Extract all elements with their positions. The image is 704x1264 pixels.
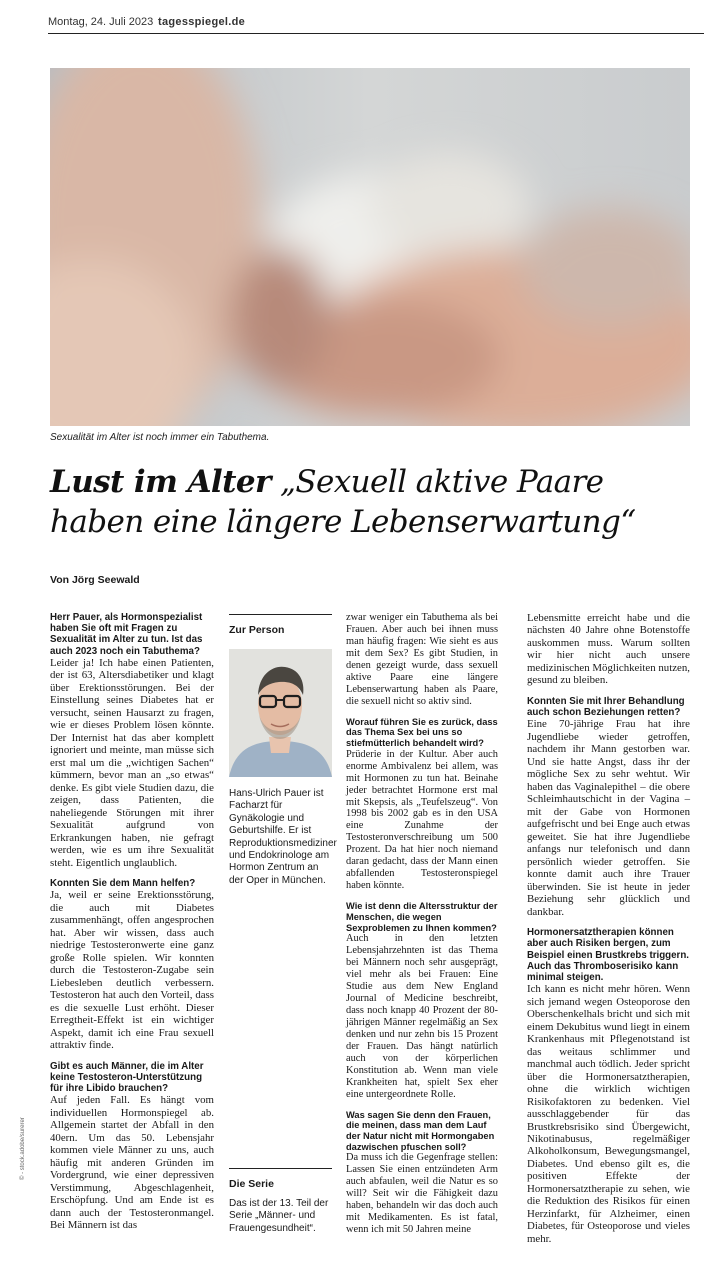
series-box-title: Die Serie — [229, 1178, 274, 1190]
question: Wie ist denn die Altersstruktur der Menschen, die wegen Sexproblemen zu Ihnen kommen? — [346, 901, 498, 933]
person-box-title: Zur Person — [229, 624, 285, 636]
answer: Auch in den letzten Lebensjahrzehnten ist das Thema bei Männern noch sehr ausgeprägt, viel mehr als bei Frauen: Eine Studie aus dem New England Journal of Medicine beschreibt, dass noch knapp 40 Prozent der 80-jährigen Männer regelmäßig an Sex denken und nur zehn bis 15 Prozent der Frauen. Das hängt natürlich auch von der körperlichen Konstitution ab. Wenn man viele Krankheiten hat, spielt Sex eher eine untergeordnete Rolle. — [346, 933, 498, 1100]
question: Worauf führen Sie es zurück, dass das Thema Sex bei uns so stiefmütterlich behandelt wird? — [346, 716, 498, 748]
answer: zwar weniger ein Tabuthema als bei Frauen. Aber auch bei ihnen muss man häufig fragen: Wie sieht es aus mit dem Sex? Es gibt Studien, in denen gezeigt wurde, dass sexuell aktive Paare eine längere Lebenserwartung haben als Paare, die sexuell nicht so aktiv sind. — [346, 612, 498, 707]
series-text: Das ist der 13. Teil der Serie „Männer- und Frauengesundheit“. — [229, 1198, 329, 1234]
photo-credit: © - stock.adobe/surerer — [20, 1117, 26, 1180]
answer: Auf jeden Fall. Es hängt vom individuellen Hormonspiegel ab. Allgemein startet der Abfall in den 40ern. Um das 50. Lebensjahr kommen viele Männer zu uns, auch häufig mit anderen Gründen im Vordergrund, wie einer depressiven Verstimmung, Abgeschlagenheit, Erschöpfung. Und am Ende ist es dann auch der Testosteronmangel. Bei Männern ist das — [50, 1094, 214, 1232]
question: Gibt es auch Männer, die im Alter keine Testosteron-Unterstützung für ihre Libido brauchen? — [50, 1060, 204, 1095]
byline: Von Jörg Seewald — [50, 574, 140, 586]
headline-line2: haben eine längere Lebenserwartung“ — [50, 504, 636, 540]
answer: Eine 70-jährige Frau hat ihre Jugendliebe wieder getroffen, nachdem ihr Mann gestorben war. Und sie hatte Angst, dass ihr der mögliche Sex zu sehr wehtut. Wir haben das Vaginalepithel – die obere Schleimhautschicht in der Vagina – mit der Gabe von Hormonen aufgefrischt und bei Enge auch etwas geweitet. Sie hat ihre Jugendliebe anfangs nur telefonisch und dann persönlich wieder getroffen. Sie konnte damit auch ihre Trauer überwinden. Sie ist heute in jeder Beziehung sehr glücklich und dankbar. — [527, 718, 690, 918]
person-bio: Hans-Ulrich Pauer ist Facharzt für Gynäkologie und Geburtshilfe. Er ist Reproduktionsmediziner und Endokrinologe am Hormon Zentrum an der Oper in München. — [229, 788, 337, 886]
answer: Lebensmitte erreicht habe und die nächsten 40 Jahre ohne Botenstoffe auskommen muss. Warum sollten wir hier nicht auch unsere medizinischen Möglichkeiten nutzen, gesund zu bleiben. — [527, 612, 690, 687]
article-headline — [50, 462, 700, 542]
site-name: tagesspiegel.de — [158, 16, 246, 28]
photo-caption: Sexualität im Alter ist noch immer ein Tabuthema. — [50, 432, 270, 443]
question: Herr Pauer, als Hormonspezialist haben Sie oft mit Fragen zu Sexualität im Alter zu tun. Ist das auch 2023 noch ein Tabuthema? — [50, 612, 203, 657]
answer: Ja, weil er seine Erektionsstörung, die auch mit Diabetes zusammenhängt, offen angesprochen hat. Aber wir wissen, dass auch niedrige Testosteronwerte eine ganz große Rolle spielen. Wir konnten durch die Testosteron-Zugabe sein Liebesleben deutlich verbessern. Testosteron hat auch den Vorteil, dass es die sexuelle Lust erhöht. Dieser Erregtheit-Effekt ist ein wichtiger Aspekt, damit ich eine Frau sexuell attraktiv finde. — [50, 889, 214, 1052]
column-3 — [346, 612, 498, 1236]
sidebar-rule — [229, 1168, 332, 1169]
lead-photo — [50, 68, 690, 426]
answer: Ich kann es nicht mehr hören. Wenn sich jemand wegen Osteoporose den Oberschenkelhals bricht und sich mit einem Dekubitus wund liegt in einem Krankenhaus mit Pflegenotstand ist das weitaus schlimmer und manchmal auch tödlich. Jeder spricht über die Hormonersatztherapien, ohne die wirklich wichtigen Risikofaktoren zu bedenken. Viel ausschlaggebender für das Brustkrebsrisiko sind Übergewicht, Nikotinabusus, regelmäßiger Alkoholkonsum, Bewegungsmangel, Diabetes. Und ebenso gilt es, die positiven Effekte der Hormonersatztherapie zu sehen, wie die Reduktion des Risikos für einen Herzinfarkt, für Alzheimer, einen Diabetes, für Osteoporose und vieles mehr. — [527, 983, 690, 1245]
page-header — [48, 14, 704, 34]
answer: Da muss ich die Gegenfrage stellen: Lassen Sie einen entzündeten Arm auch abfaulen, weil die Natur es so will? Seit wir die Fähigkeit dazu haben, behandeln wir das doch auch mit Medikamenten. Es ist fatal, wenn ich mit 50 Jahren meine — [346, 1152, 498, 1235]
question: Was sagen Sie denn den Frauen, die meinen, dass man dem Lauf der Natur nicht mit Hormongaben dazwischen pfuschen soll? — [346, 1109, 495, 1152]
sidebar-rule — [229, 614, 332, 615]
column-4 — [527, 612, 690, 1245]
headline-line1: „Sexuell aktive Paare — [279, 464, 604, 500]
answer: Leider ja! Ich habe einen Patienten, der ist 63, Altersdiabetiker und klagt über Erektionsstörungen. Bei der Einstellung seines Diabetes hat er versucht, seinen Hausarzt zu fragen, wie er dieses Problem lösen könnte. Der Internist hat das aber komplett ignoriert und meinte, man müsse sich erst mal um die „wichtigen Sachen“ kümmern, bevor man an „so etwas“ denke. Es gibt viele Studien dazu, die zeigen, dass Patienten, die naheliegende Störungen mit ihrer Sexualität aufgrund von Erkrankungen haben, nie gefragt werden, wie es um ihre Sexualität steht. Eigentlich unglaublich. — [50, 656, 214, 869]
question: Hormonersatztherapien können aber auch Risiken bergen, zum Beispiel einen Brustkrebs triggern. Auch das Thromboserisiko kann minimal steigen. — [527, 927, 690, 983]
question: Konnten Sie dem Mann helfen? — [50, 878, 196, 890]
answer: Prüderie in der Kultur. Aber auch enorme Ambivalenz bei allem, was mit Hormonen zu tun hat. Beinahe jeder betrachtet Hormone erst mal mit Skepsis, als „Teufelszeug“. Von 1998 bis 2002 gab es in den USA eine Zunahme der Testosteronverschreibung um 500 Prozent. Da hat hier noch niemand daran gedacht, dass der Mann einen abfallenden Testosteronspiegel haben könnte. — [346, 748, 498, 892]
column-1 — [50, 612, 214, 1232]
question: Konnten Sie mit Ihrer Behandlung auch schon Beziehungen retten? — [527, 695, 685, 719]
issue-date: Montag, 24. Juli 2023 — [48, 16, 154, 28]
author-portrait — [229, 649, 332, 777]
headline-kicker: Lust im Alter — [50, 464, 271, 500]
